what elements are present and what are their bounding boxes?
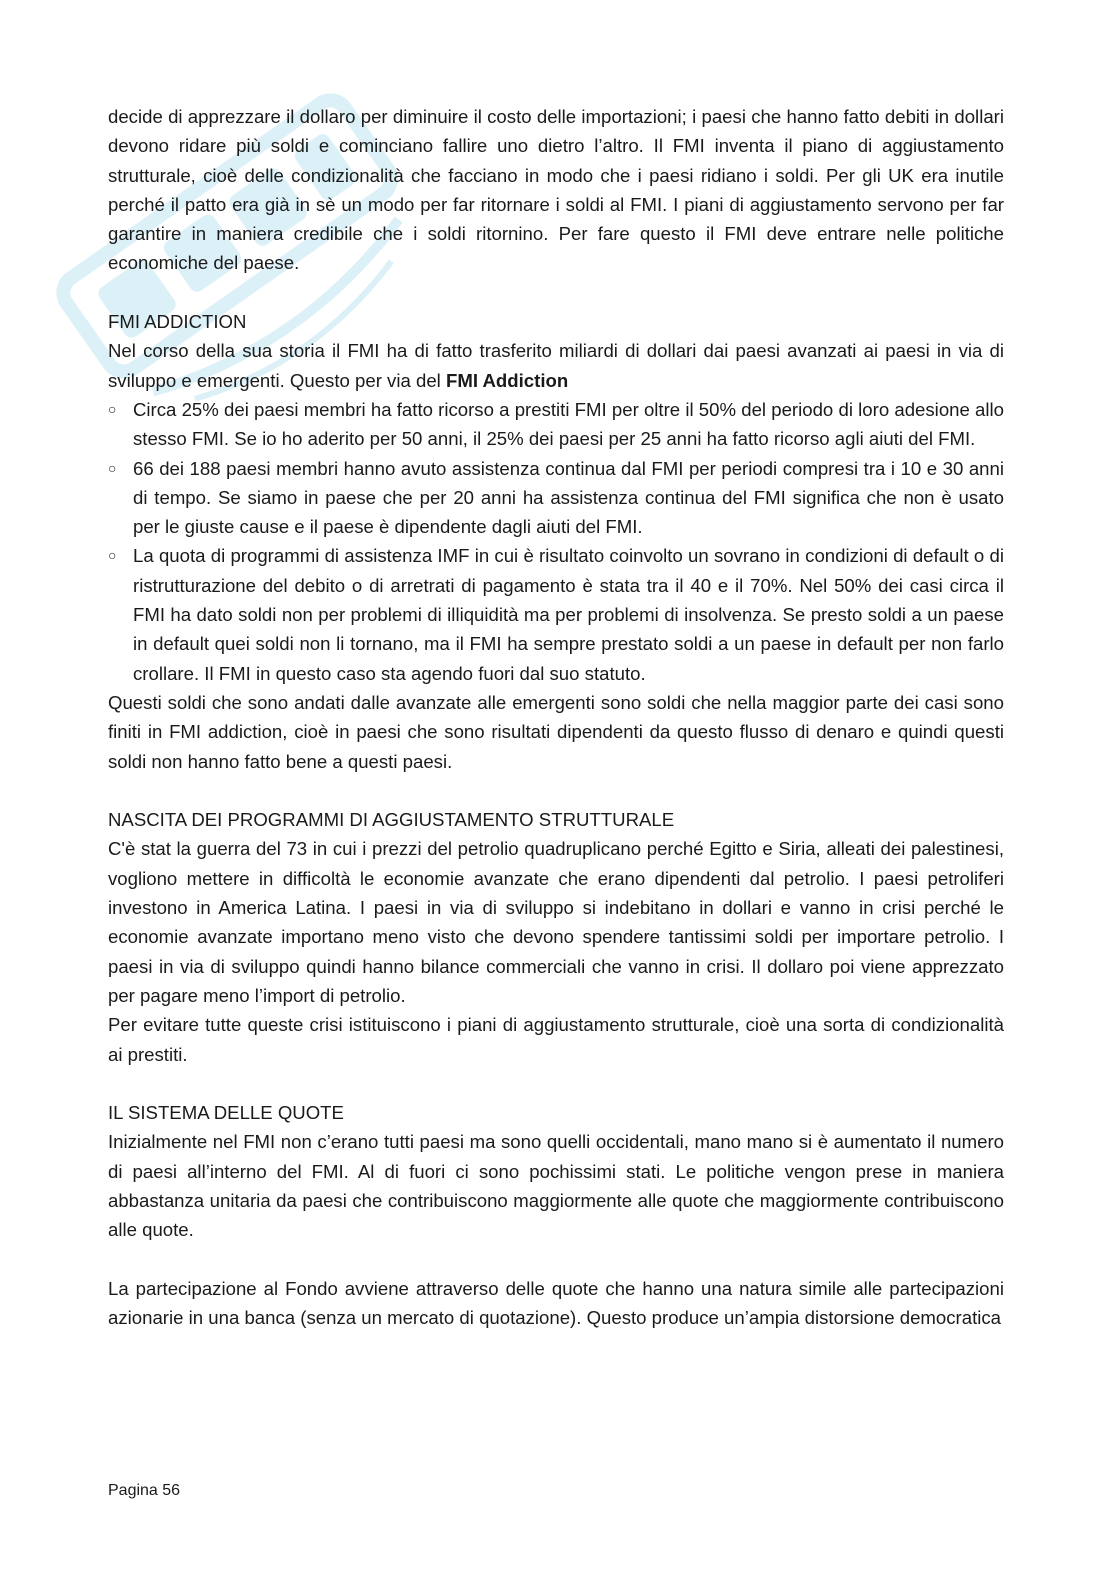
fmi-addiction-intro bbox=[108, 336, 1004, 395]
fmi-addiction-intro-bold: FMI Addiction bbox=[445, 369, 569, 391]
fmi-addiction-bullet-list bbox=[108, 395, 1004, 688]
list-item bbox=[108, 541, 1004, 687]
intro-paragraph: decide di apprezzare il dollaro per diminuire il costo delle importazioni; i paesi che hanno fatto debiti in dollari devono ridare più soldi e cominciano fallire uno dietro l’altro. Il FMI inventa il piano di aggiustamento strutturale, cioè delle condizionalità che facciano in modo che i paesi ridiano i soldi. Per gli UK era inutile perché il patto era già in sè un modo per far ritornare i soldi al FMI. I piani di aggiustamento servono per far garantire in maniera credibile che i soldi ritornino. Per fare questo il FMI deve entrare nelle politiche economiche del paese. bbox=[108, 106, 1004, 274]
page-number: Pagina 56 bbox=[108, 1482, 181, 1499]
nascita-paragraph-2: Per evitare tutte queste crisi istituiscono i piani di aggiustamento strutturale, cioè una sorta di condizionalità ai prestiti. bbox=[108, 1014, 1004, 1065]
list-item bbox=[108, 454, 1004, 542]
circle-bullet-icon: ○ bbox=[108, 400, 117, 417]
quote-paragraph-1: Inizialmente nel FMI non c’erano tutti paesi ma sono quelli occidentali, mano mano si è aumentato il numero di paesi all’interno del FMI. Al di fuori ci sono pochissimi stati. Le politiche vengon prese in maniera abbastanza unitaria da paesi che contribuiscono maggiormente alle quote che maggiormente contribuiscono alle quote. bbox=[108, 1131, 1004, 1241]
list-item bbox=[108, 395, 1004, 454]
quote-paragraph-2: La partecipazione al Fondo avviene attraverso delle quote che hanno una natura simile alle partecipazioni azionarie in una banca (senza un mercato di quotazione). Questo produce un’ampia distorsione democratica bbox=[108, 1277, 1004, 1329]
nascita-paragraph-1: C'è stat la guerra del 73 in cui i prezzi del petrolio quadruplicano perché Egitto e Siria, alleati dei palestinesi, vogliono mettere in difficoltà le economie avanzate che erano dipendenti dal petrolio. I paesi petroliferi investono in America Latina. I paesi in via di sviluppo si indebitano in dollari e vanno in crisi perché le economie avanzate importano meno visto che devono spendere tantissimi soldi per importare petrolio. I paesi in via di sviluppo quindi hanno bilance commerciali che vanno in crisi. Il dollaro poi viene apprezzato per pagare meno l’import di petrolio. bbox=[108, 838, 1004, 1006]
fmi-addiction-intro-text: Nel corso della sua storia il FMI ha di fatto trasferito miliardi di dollari dai paesi avanzati ai paesi in via di sviluppo e emergenti. Questo per via del bbox=[108, 340, 1004, 391]
list-item-text: Circa 25% dei paesi membri ha fatto ricorso a prestiti FMI per oltre il 50% del periodo di loro adesione allo stesso FMI. Se io ho aderito per 50 anni, il 25% dei paesi per 25 anni ha fatto ricorso agli aiuti del FMI. bbox=[133, 398, 1004, 450]
list-item-text: 66 dei 188 paesi membri hanno avuto assistenza continua dal FMI per periodi compresi tra i 10 e 30 anni di tempo. Se siamo in paese che per 20 anni ha assistenza continua del FMI significa che non è usato per le giuste cause e il paese è dipendente dagli aiuti del FMI. bbox=[133, 457, 1004, 538]
circle-bullet-icon: ○ bbox=[108, 547, 117, 564]
section-heading-fmi-addiction: FMI ADDICTION bbox=[108, 311, 247, 333]
circle-bullet-icon: ○ bbox=[108, 459, 117, 476]
section-heading-quote: IL SISTEMA DELLE QUOTE bbox=[108, 1102, 344, 1124]
fmi-addiction-closing: Questi soldi che sono andati dalle avanzate alle emergenti sono soldi che nella maggior parte dei casi sono finiti in FMI addiction, cioè in paesi che sono risultati dipendenti da questo flusso di denaro e quindi questi soldi non hanno fatto bene a questi paesi. bbox=[108, 691, 1004, 772]
list-item-text: La quota di programmi di assistenza IMF in cui è risultato coinvolto un sovrano in condizioni di default o di ristrutturazione del debito o di arretrati di pagamento è stata tra il 40 e il 70%. Nel 50% dei casi circa il FMI ha dato soldi non per problemi di illiquidità ma per problemi di insolvenza. Se presto soldi a un paese in default quei soldi non li tornano, ma il FMI ha sempre prestato soldi a un paese in default per non farlo crollare. Il FMI in questo caso sta agendo fuori dal suo statuto. bbox=[133, 545, 1004, 684]
document-body bbox=[108, 102, 1004, 1332]
section-heading-nascita: NASCITA DEI PROGRAMMI DI AGGIUSTAMENTO STRUTTURALE bbox=[108, 809, 675, 831]
